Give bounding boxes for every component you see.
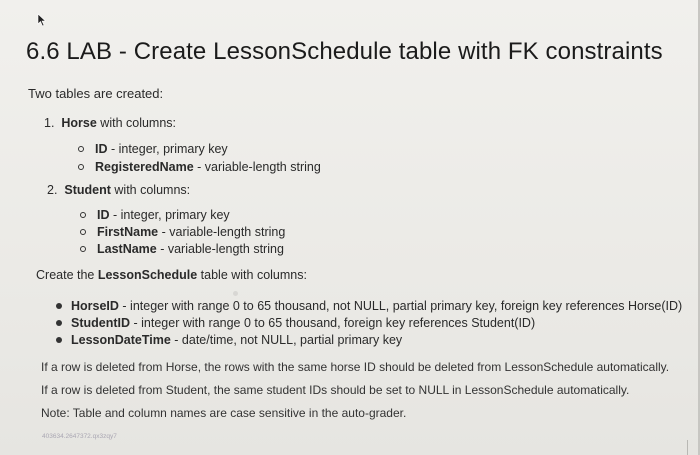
watermark: 403634.2647372.qx3zqy7 <box>42 433 117 440</box>
note-case-sensitive: Note: Table and column names are case sensitive in the auto-grader. <box>41 406 407 420</box>
table-name: LessonSchedule <box>97 268 198 282</box>
list-item <box>56 299 682 313</box>
table-student-heading <box>47 183 190 197</box>
column-name: ID <box>95 142 108 156</box>
create-suffix: table with columns: <box>197 268 307 282</box>
list-item <box>56 333 402 347</box>
bullet-icon <box>56 320 62 326</box>
heading-suffix: with columns: <box>110 183 191 197</box>
table-name: Student <box>64 183 111 197</box>
column-name: StudentID <box>71 316 131 330</box>
list-item <box>80 208 230 222</box>
list-number: 1. <box>44 116 55 130</box>
hollow-bullet-icon <box>80 246 86 252</box>
column-name: HorseID <box>71 299 119 313</box>
hollow-bullet-icon <box>80 212 86 218</box>
column-desc: - integer, primary key <box>107 142 228 156</box>
speck <box>233 291 238 296</box>
column-desc: - integer with range 0 to 65 thousand, foreign key references Student(ID) <box>130 316 536 330</box>
column-name: LessonDateTime <box>71 333 171 347</box>
column-desc: - integer with range 0 to 65 thousand, not NULL, partial primary key, foreign key references Horse(ID) <box>118 299 683 313</box>
column-desc: - integer, primary key <box>109 208 230 222</box>
column-name: RegisteredName <box>95 160 194 174</box>
intro-text: Two tables are created: <box>28 86 164 101</box>
column-desc: - variable-length string <box>193 160 321 174</box>
table-horse-heading <box>44 116 176 130</box>
hollow-bullet-icon <box>78 164 84 170</box>
mouse-pointer-icon <box>37 13 47 27</box>
bullet-icon <box>56 337 62 343</box>
hollow-bullet-icon <box>80 229 86 235</box>
column-desc: - variable-length string <box>158 225 286 239</box>
note-horse-delete: If a row is deleted from Horse, the rows with the same horse ID should be deleted from LessonSchedule automatically. <box>41 360 670 374</box>
create-prefix: Create the <box>36 268 98 282</box>
heading-suffix: with columns: <box>96 116 177 130</box>
bullet-icon <box>56 303 62 309</box>
column-desc: - variable-length string <box>156 242 284 256</box>
hollow-bullet-icon <box>78 146 84 152</box>
create-instruction <box>36 268 307 282</box>
list-item <box>78 142 228 156</box>
list-number: 2. <box>47 183 58 197</box>
column-name: ID <box>97 208 110 222</box>
list-item <box>80 242 284 256</box>
list-item <box>78 160 321 174</box>
column-name: LastName <box>97 242 157 256</box>
column-name: FirstName <box>97 225 159 239</box>
list-item <box>80 225 285 239</box>
corner-divider <box>687 440 698 455</box>
column-desc: - date/time, not NULL, partial primary key <box>170 333 403 347</box>
list-item <box>56 316 535 330</box>
table-name: Horse <box>61 116 97 130</box>
note-student-delete: If a row is deleted from Student, the same student IDs should be set to NULL in LessonSchedule automatically. <box>41 383 630 397</box>
page-title: 6.6 LAB - Create LessonSchedule table with FK constraints <box>26 38 663 65</box>
